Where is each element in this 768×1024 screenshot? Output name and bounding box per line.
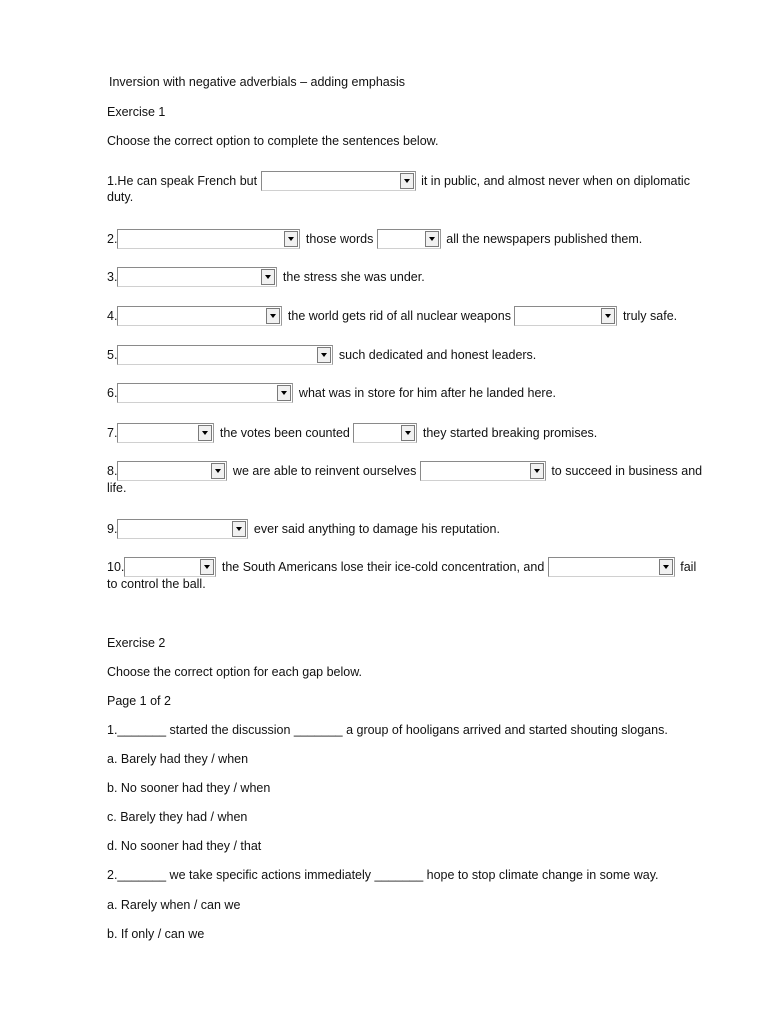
exercise-2-q1-option-a: a. Barely had they / when — [107, 752, 249, 766]
exercise-2-q1-option-d: d. No sooner had they / that — [107, 839, 262, 853]
question-7 — [107, 423, 597, 443]
question-2-dropdown-2[interactable] — [377, 229, 441, 249]
chevron-down-icon[interactable] — [198, 425, 212, 441]
question-10-text-1: the South Americans lose their ice-cold concentration, and — [221, 560, 545, 574]
exercise-2-q1-option-c: c. Barely they had / when — [107, 810, 248, 824]
question-6-dropdown[interactable] — [117, 383, 293, 403]
question-8-dropdown-2[interactable] — [420, 461, 546, 481]
question-7-text-1: the votes been counted — [219, 426, 350, 440]
exercise-1-instructions: Choose the correct option to complete the sentences below. — [107, 134, 439, 148]
chevron-down-icon[interactable] — [400, 173, 414, 189]
question-10-number: 10. — [107, 560, 125, 574]
question-6 — [107, 383, 556, 403]
question-10-text-2: fail — [680, 560, 697, 574]
question-6-number: 6. — [107, 386, 118, 400]
chevron-down-icon[interactable] — [211, 463, 225, 479]
question-8 — [107, 461, 702, 481]
question-4 — [107, 306, 677, 326]
chevron-down-icon[interactable] — [200, 559, 214, 575]
question-3-text: the stress she was under. — [282, 270, 425, 284]
question-9-text: ever said anything to damage his reputation. — [253, 522, 500, 536]
question-10-dropdown-2[interactable] — [548, 557, 675, 577]
question-2-number: 2. — [107, 232, 118, 246]
question-2 — [107, 229, 642, 249]
chevron-down-icon[interactable] — [232, 521, 246, 537]
question-7-text-2: they started breaking promises. — [422, 426, 598, 440]
question-1-text-start: 1.He can speak French but — [107, 174, 258, 188]
question-1-continuation: duty. — [107, 190, 134, 204]
exercise-2-heading: Exercise 2 — [107, 636, 166, 650]
question-8-text-2: to succeed in business and — [551, 464, 703, 478]
question-2-text-2: all the newspapers published them. — [446, 232, 643, 246]
question-8-number: 8. — [107, 464, 118, 478]
question-3-number: 3. — [107, 270, 118, 284]
chevron-down-icon[interactable] — [277, 385, 291, 401]
question-4-dropdown-1[interactable] — [117, 306, 282, 326]
chevron-down-icon[interactable] — [284, 231, 298, 247]
question-3 — [107, 267, 425, 287]
question-1-text-end: it in public, and almost never when on diplomatic — [421, 174, 690, 188]
chevron-down-icon[interactable] — [261, 269, 275, 285]
question-4-text-2: truly safe. — [622, 309, 678, 323]
question-5 — [107, 345, 536, 365]
chevron-down-icon[interactable] — [401, 425, 415, 441]
chevron-down-icon[interactable] — [659, 559, 673, 575]
question-4-dropdown-2[interactable] — [514, 306, 617, 326]
exercise-2-q1-option-b: b. No sooner had they / when — [107, 781, 271, 795]
question-8-text-1: we are able to reinvent ourselves — [232, 464, 417, 478]
question-2-dropdown-1[interactable] — [117, 229, 300, 249]
question-8-dropdown-1[interactable] — [117, 461, 227, 481]
exercise-2-question-2: 2._______ we take specific actions immediately _______ hope to stop climate change in some way. — [107, 868, 659, 882]
question-4-text-1: the world gets rid of all nuclear weapons — [287, 309, 511, 323]
question-1 — [107, 171, 690, 191]
chevron-down-icon[interactable] — [425, 231, 439, 247]
question-7-dropdown-1[interactable] — [117, 423, 214, 443]
question-8-continuation: life. — [107, 481, 127, 495]
document-title: Inversion with negative adverbials – adding emphasis — [109, 75, 406, 89]
question-9 — [107, 519, 500, 539]
question-5-number: 5. — [107, 348, 118, 362]
question-3-dropdown[interactable] — [117, 267, 277, 287]
question-2-text-1: those words — [305, 232, 374, 246]
exercise-1-heading: Exercise 1 — [107, 105, 166, 119]
question-4-number: 4. — [107, 309, 118, 323]
question-1-dropdown[interactable] — [261, 171, 416, 191]
chevron-down-icon[interactable] — [530, 463, 544, 479]
question-9-dropdown[interactable] — [117, 519, 248, 539]
question-7-dropdown-2[interactable] — [353, 423, 417, 443]
question-5-text: such dedicated and honest leaders. — [338, 348, 537, 362]
question-9-number: 9. — [107, 522, 118, 536]
exercise-2-q2-option-a: a. Rarely when / can we — [107, 898, 241, 912]
question-5-dropdown[interactable] — [117, 345, 333, 365]
chevron-down-icon[interactable] — [266, 308, 280, 324]
exercise-2-instructions: Choose the correct option for each gap below. — [107, 665, 363, 679]
exercise-2-question-1: 1._______ started the discussion _______ a group of hooligans arrived and started shouting slogans. — [107, 723, 668, 737]
question-10 — [107, 557, 696, 577]
chevron-down-icon[interactable] — [601, 308, 615, 324]
exercise-2-q2-option-b: b. If only / can we — [107, 927, 205, 941]
question-10-continuation: to control the ball. — [107, 577, 206, 591]
question-6-text: what was in store for him after he landed here. — [298, 386, 557, 400]
page-indicator: Page 1 of 2 — [107, 694, 171, 708]
chevron-down-icon[interactable] — [317, 347, 331, 363]
question-10-dropdown-1[interactable] — [124, 557, 216, 577]
question-7-number: 7. — [107, 426, 118, 440]
